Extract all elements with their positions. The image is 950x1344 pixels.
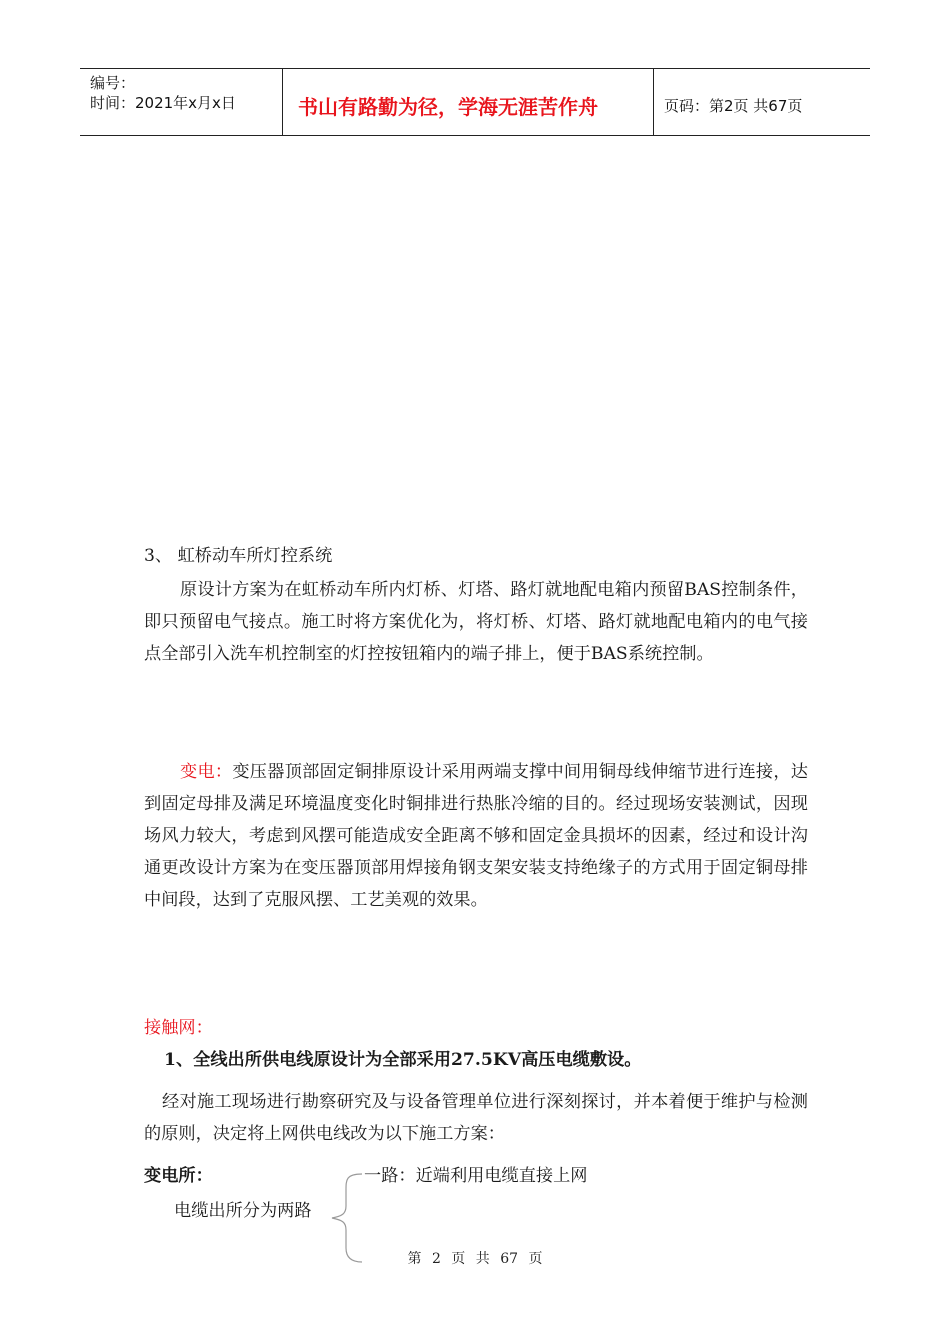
- time-label: 时间：2021年x月x日: [90, 94, 236, 112]
- catenary-label: 接触网：: [144, 1018, 213, 1038]
- header-divider-right: [653, 69, 654, 135]
- page-info: 页码：第2页 共67页: [664, 97, 803, 115]
- substation-site-label: 变电所：: [144, 1166, 213, 1186]
- header-motto: 书山有路勤为径，学海无涯苦作舟: [298, 95, 598, 119]
- page-footer: 第 2 页 共 67 页: [407, 1251, 543, 1267]
- route-one-text: 一路：近端利用电缆直接上网: [364, 1166, 588, 1186]
- catenary-body: [144, 1086, 808, 1150]
- section-body: 原设计方案为在虹桥动车所内灯桥、灯塔、路灯就地配电箱内预留BAS控制条件，即只预留电气接点。施工时将方案优化为，将灯桥、灯塔、路灯就地配电箱内的电气接点全部引入洗车机控制室的灯控按钮箱内的端子排上，便于BAS系统控制。: [144, 580, 808, 664]
- cable-split-text: 电缆出所分为两路: [174, 1201, 312, 1221]
- substation-label: 变电：: [180, 762, 233, 782]
- header-divider-left: [282, 69, 283, 135]
- substation-body: 变压器顶部固定铜排原设计采用两端支撑中间用铜母线伸缩节进行连接，达到固定母排及满足环境温度变化时铜排进行热胀冷缩的目的。经过现场安装测试，因现场风力较大，考虑到风摆可能造成安全距离不够和固定金具损坏的因素，经过和设计沟通更改设计方案为在变压器顶部用焊接角钢支架安装支持绝缘子的方式用于固定铜母排中间段，达到了克服风摆、工艺美观的效果。: [144, 762, 808, 910]
- catenary-item-1: 1、全线出所供电线原设计为全部采用27.5KV高压电缆敷设。: [164, 1050, 642, 1070]
- section-heading: 3、 虹桥动车所灯控系统: [144, 546, 333, 566]
- page-header: [80, 68, 870, 136]
- substation-paragraph: [144, 756, 808, 916]
- catenary-body-text: 经对施工现场进行勘察研究及与设备管理单位进行深刻探讨，并本着便于维护与检测的原则，决定将上网供电线改为以下施工方案：: [144, 1092, 808, 1144]
- serial-number-label: 编号：: [90, 74, 136, 92]
